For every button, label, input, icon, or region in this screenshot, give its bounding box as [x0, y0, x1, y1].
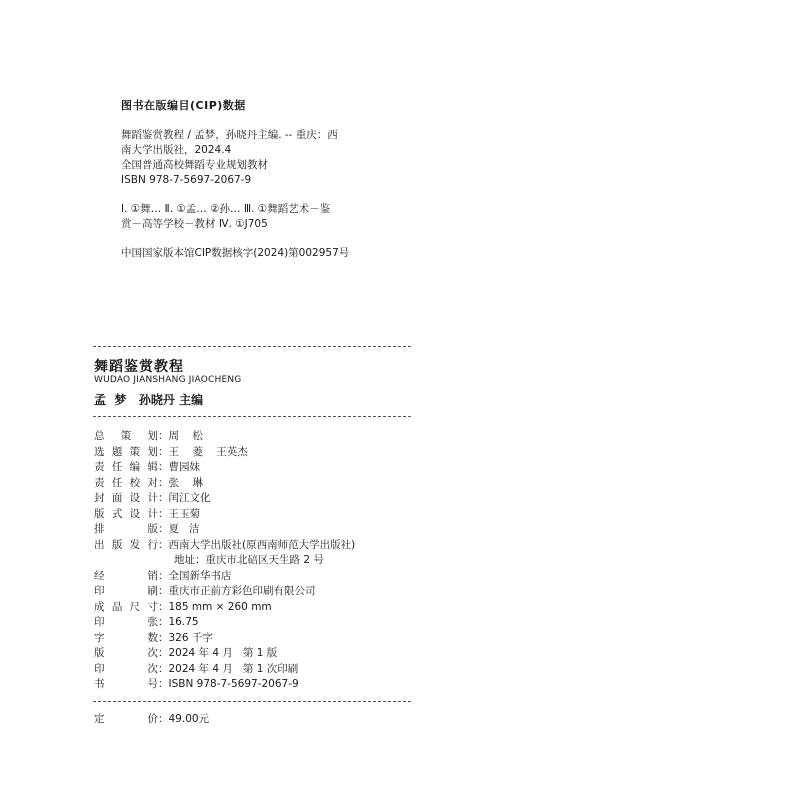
credit-value: 2024 年 4 月 第 1 版 [168, 647, 278, 659]
cip-classification [121, 202, 421, 232]
cip-line: 南大学出版社，2024.4 [121, 144, 232, 156]
credit-label: 选题策划 [94, 445, 158, 458]
credit-label: 排 版 [94, 523, 158, 535]
credit-row: 出版发行 ： 西南大学出版社(原西南师范大学出版社) [94, 538, 355, 554]
credit-value: 重庆市正前方彩色印刷有限公司 [168, 585, 316, 597]
credit-label: 印 张 [94, 616, 158, 628]
cip-heading: 图书在版编目(CIP)数据 [121, 99, 246, 112]
credit-value: ISBN 978-7-5697-2067-9 [168, 678, 299, 690]
price-label: 定 价 [94, 713, 158, 725]
price-value: 49.00元 [168, 713, 210, 725]
credit-value: 西南大学出版社(原西南师范大学出版社) [168, 538, 356, 551]
credit-value: 185 mm × 260 mm [168, 600, 272, 613]
credit-row: 排 版 ： 夏 洁 [94, 522, 355, 538]
credit-value: 周 松 [168, 430, 203, 442]
credit-value: 张 琳 [168, 476, 203, 489]
cip-line: 舞蹈鉴赏教程 / 孟梦，孙晓丹主编. -- 重庆：西 [121, 129, 338, 141]
credit-label: 出版发行 [94, 538, 158, 551]
cip-bibliographic-entry [121, 128, 421, 188]
credit-row: 书 号 ： ISBN 978-7-5697-2067-9 [94, 677, 355, 693]
credit-value: 2024 年 4 月 第 1 次印刷 [168, 662, 299, 675]
credit-label: 成品尺寸 [94, 600, 158, 613]
credit-value: 曹园妹 [168, 461, 200, 473]
credit-row: 经 销 ： 全国新华书店 [94, 569, 355, 585]
credit-value: 16.75 [168, 616, 199, 628]
credit-label: 责任编辑 [94, 461, 158, 473]
dashed-divider [93, 346, 411, 347]
publisher-address: 地址：重庆市北碚区天生路 2 号 [174, 554, 324, 566]
credit-value: 王玉菊 [168, 507, 200, 520]
book-title-en: WUDAO JIANSHANG JIAOCHENG [94, 375, 242, 385]
credit-label: 版 次 [94, 647, 158, 659]
credit-row: 封面设计 ： 闰江文化 [94, 491, 355, 507]
dashed-divider [93, 416, 411, 417]
cip-line: 全国普通高校舞蹈专业规划教材 [121, 159, 268, 171]
credit-row: 责任编辑 ： 曹园妹 [94, 460, 355, 476]
credit-label: 印 次 [94, 662, 158, 675]
credit-label: 书 号 [94, 678, 158, 690]
credit-row: 版式设计 ： 王玉菊 [94, 507, 355, 523]
credit-value: 闰江文化 [168, 492, 211, 504]
price-row: 定 价 ： 49.00元 [94, 713, 210, 725]
credit-value: 王 菱 王英杰 [168, 445, 248, 458]
cip-line: 赏－高等学校－教材 Ⅳ. ①J705 [121, 218, 268, 230]
credit-label: 总 策 划 [94, 430, 158, 442]
credit-row: 版 次 ： 2024 年 4 月 第 1 版 [94, 646, 355, 662]
credit-row: 成品尺寸 ： 185 mm × 260 mm [94, 600, 355, 616]
book-title-zh: 舞蹈鉴赏教程 [94, 359, 184, 375]
credit-value: 全国新华书店 [168, 569, 232, 582]
credit-label: 经 销 [94, 569, 158, 582]
book-authors: 孟 梦 孙晓丹 主编 [94, 393, 204, 407]
cip-data-block [121, 97, 421, 261]
credit-row-address [94, 553, 355, 569]
credit-row: 总 策 划 ： 周 松 [94, 429, 355, 445]
credit-row: 印 刷 ： 重庆市正前方彩色印刷有限公司 [94, 584, 355, 600]
credit-label: 印 刷 [94, 585, 158, 597]
dashed-divider [93, 701, 411, 702]
credit-row: 字 数 ： 326 千字 [94, 631, 355, 647]
credit-label: 字 数 [94, 631, 158, 644]
cip-line: Ⅰ. ①舞… Ⅱ. ①孟… ②孙… Ⅲ. ①舞蹈艺术－鉴 [121, 203, 331, 215]
cip-number: 中国国家版本馆CIP数据核字(2024)第002957号 [121, 247, 350, 259]
credit-value: 326 千字 [168, 631, 213, 644]
cip-line: ISBN 978-7-5697-2067-9 [121, 174, 252, 186]
credits-list [94, 429, 355, 693]
credit-row: 选题策划 ： 王 菱 王英杰 [94, 445, 355, 461]
credit-row: 责任校对 ： 张 琳 [94, 476, 355, 492]
credit-row: 印 张 ： 16.75 [94, 615, 355, 631]
credit-value: 夏 洁 [168, 523, 200, 535]
credit-label: 责任校对 [94, 476, 158, 489]
credit-label: 版式设计 [94, 507, 158, 520]
credit-row: 印 次 ： 2024 年 4 月 第 1 次印刷 [94, 662, 355, 678]
credit-label: 封面设计 [94, 492, 158, 504]
